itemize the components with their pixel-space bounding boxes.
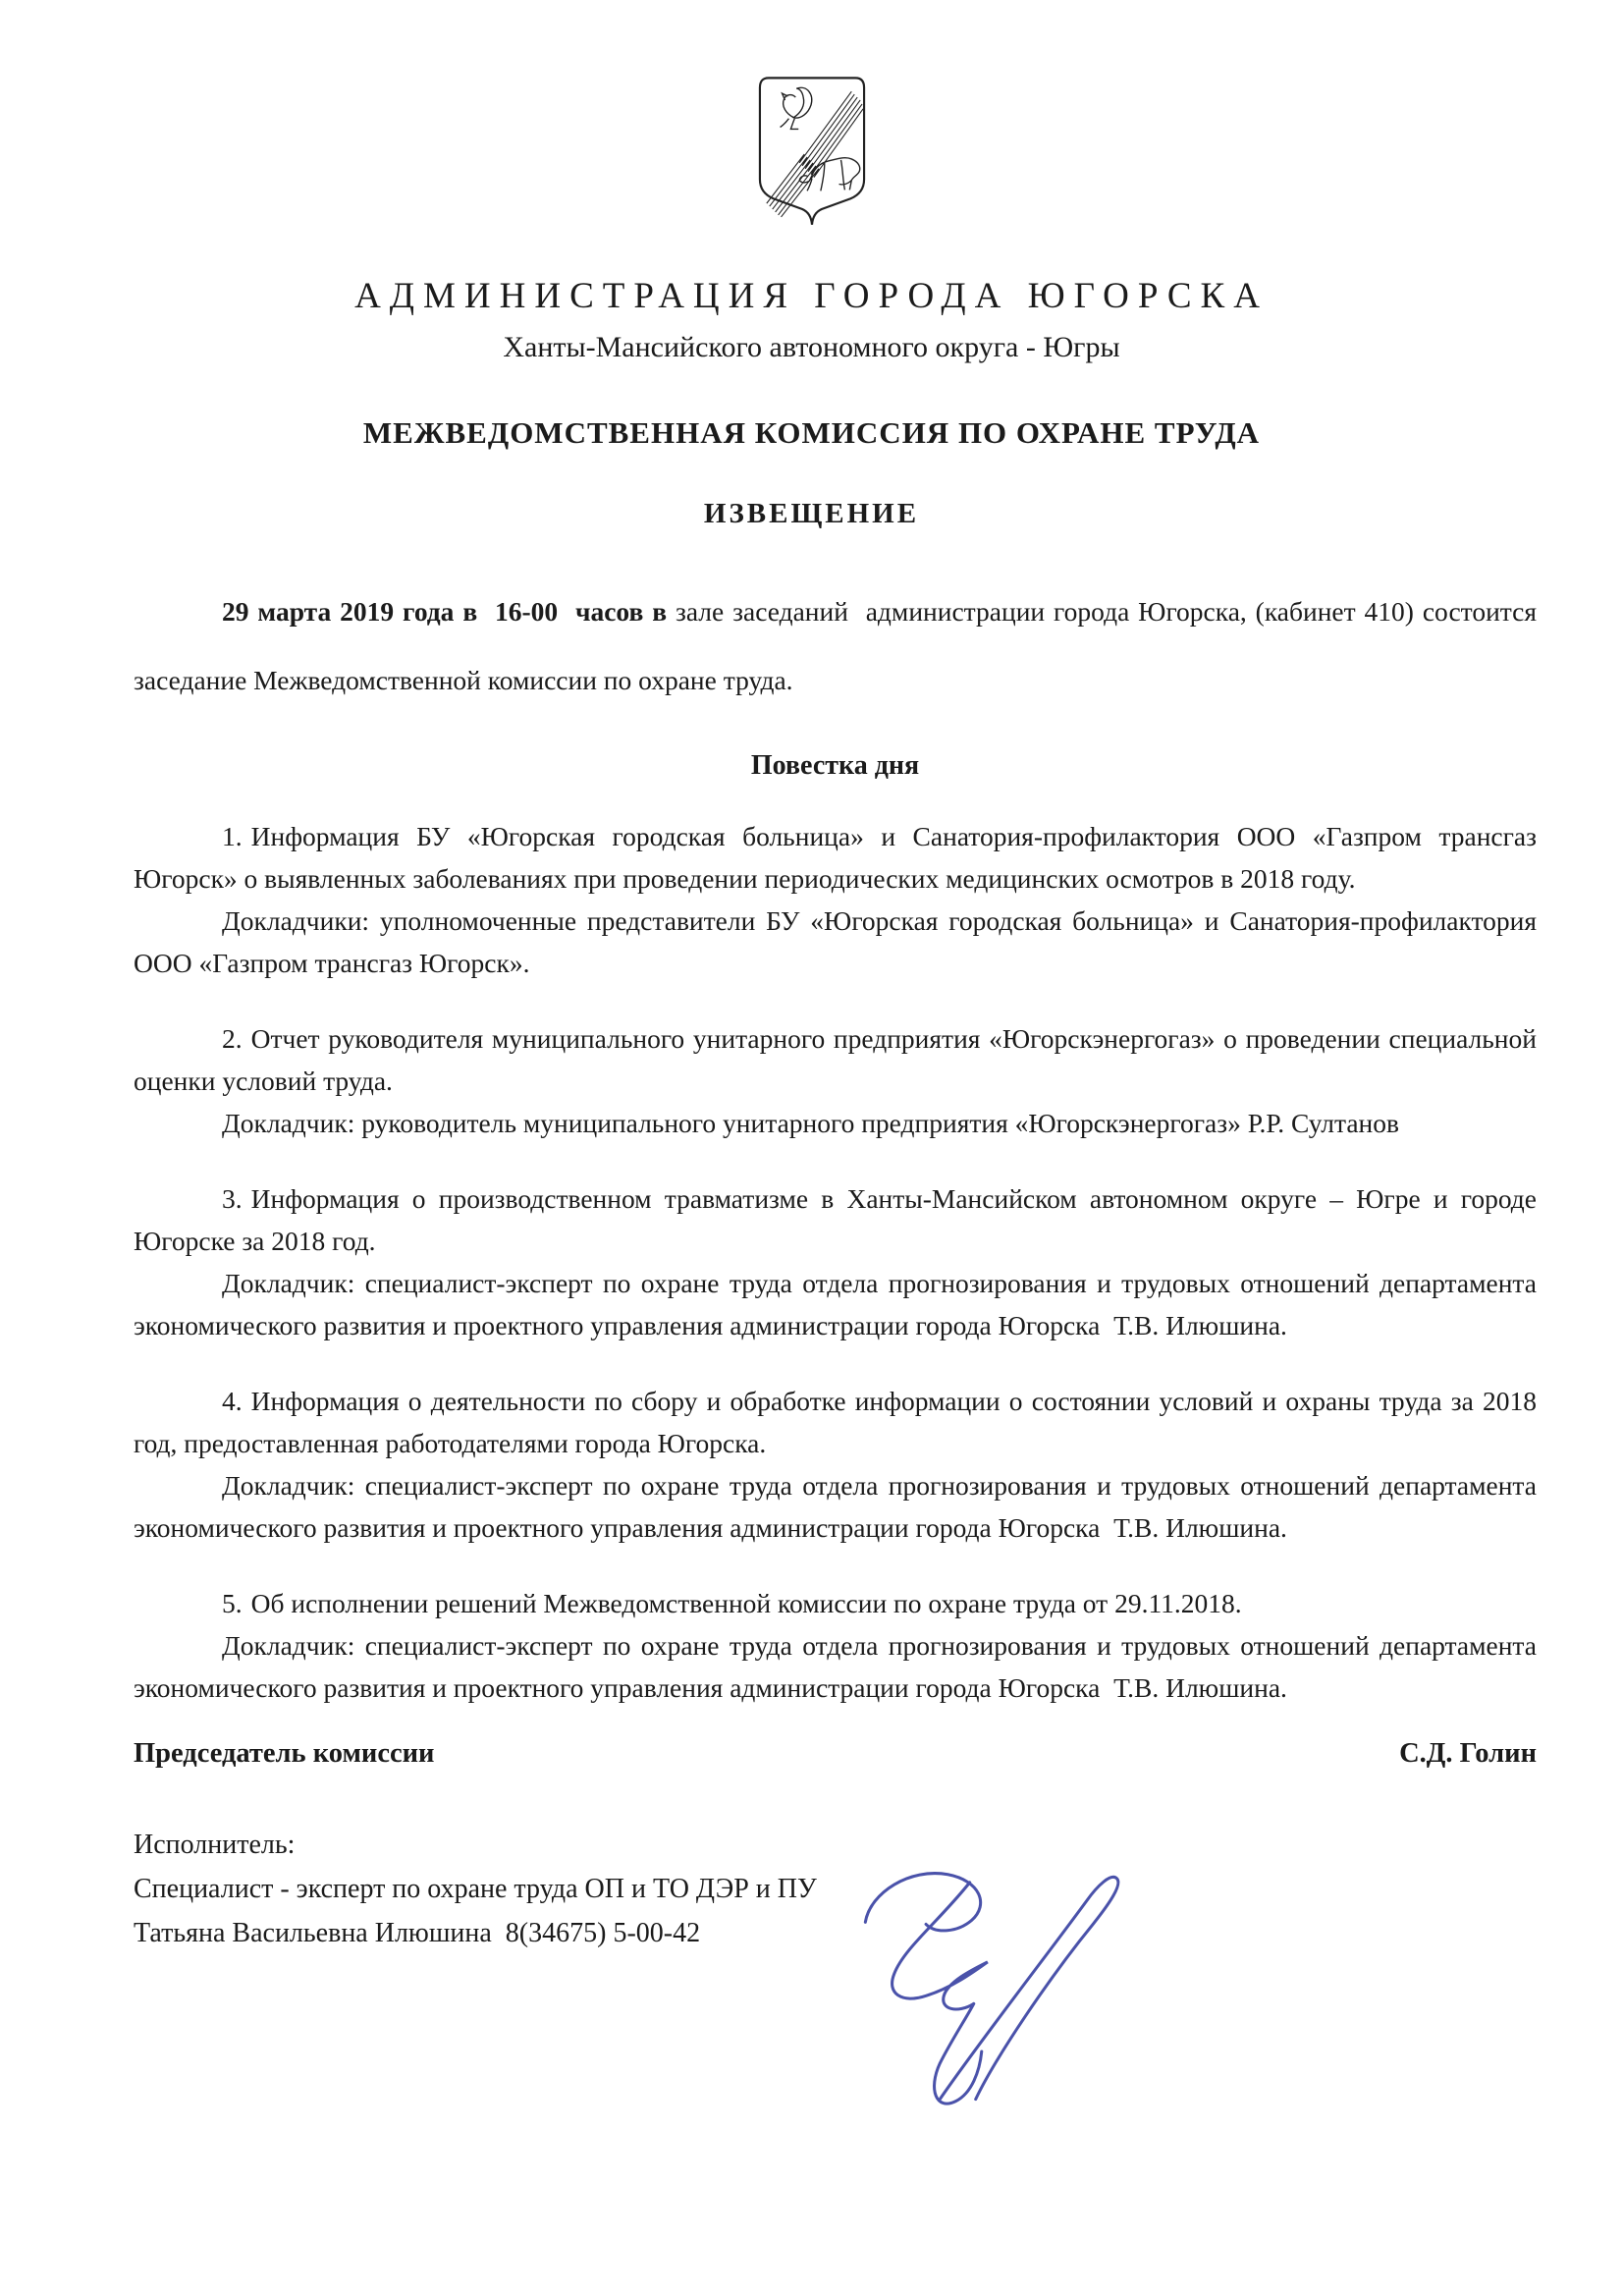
agenda-item-speaker: Докладчик: специалист-эксперт по охране труда отдела прогнозирования и трудовых отношений департамента экономического развития и проектного управления администрации города Югорска Т.В. Илюшина.	[134, 1470, 1537, 1543]
org-name: АДМИНИСТРАЦИЯ ГОРОДА ЮГОРСКА	[354, 276, 1269, 316]
agenda-item-number: 2.	[222, 1023, 243, 1054]
agenda-item-2	[134, 1017, 1537, 1144]
agenda-item-speaker: Докладчики: уполномоченные представители БУ «Югорская городская больница» и Санатория-профилактория ООО «Газпром трансгаз Югорск».	[134, 905, 1537, 978]
agenda-title: Повестка дня	[750, 750, 920, 781]
agenda-item-3	[134, 1177, 1537, 1346]
agenda-item-number: 3.	[222, 1183, 243, 1214]
agenda-item-text	[134, 1017, 1537, 1102]
agenda-item-body: Информация о деятельности по сбору и обработке информации о состоянии условий и охраны труда за 2018 год, предоставленная работодателями города Югорска.	[134, 1386, 1537, 1458]
diagonal-band	[766, 91, 862, 217]
agenda-item-text	[134, 1380, 1537, 1464]
agenda-item-text	[134, 815, 1537, 900]
intro-normal: зале заседаний администрации города Югорска, (кабинет 410) состоится заседание Межведомственной комиссии по охране труда.	[134, 596, 1538, 695]
agenda-item-number: 4.	[222, 1386, 243, 1416]
doc-type-title: ИЗВЕЩЕНИЕ	[703, 498, 920, 529]
intro-paragraph	[134, 577, 1537, 715]
agenda-item-1	[134, 815, 1537, 984]
agenda-item-text	[134, 1177, 1537, 1262]
agenda-item-text	[134, 1582, 1537, 1624]
chairman-name: С.Д. Голин	[1399, 1738, 1537, 1769]
agenda-item-body: Информация БУ «Югорская городская больница» и Санатория-профилактория ООО «Газпром трансгаз Югорск» о выявленных заболеваниях при проведении периодических медицинских осмотров в 2018 году.	[134, 821, 1537, 894]
agenda-item-5	[134, 1582, 1537, 1709]
intro-bold: 29 марта 2019 года в 16-00 часов в	[222, 596, 668, 627]
agenda-item-speaker: Докладчик: специалист-эксперт по охране труда отдела прогнозирования и трудовых отношений департамента экономического развития и проектного управления администрации города Югорска Т.В. Илюшина.	[134, 1630, 1537, 1703]
agenda-item-4	[134, 1380, 1537, 1549]
org-region: Ханты-Мансийского автономного округа - Югры	[503, 331, 1120, 363]
agenda-item-speaker: Докладчик: специалист-эксперт по охране труда отдела прогнозирования и трудовых отношений департамента экономического развития и проектного управления администрации города Югорска Т.В. Илюшина.	[134, 1268, 1537, 1340]
agenda-item-speaker: Докладчик: руководитель муниципального унитарного предприятия «Югорскэнергогаз» Р.Р. Султанов	[222, 1108, 1399, 1138]
commission-title: МЕЖВЕДОМСТВЕННАЯ КОМИССИЯ ПО ОХРАНЕ ТРУДА	[362, 415, 1261, 450]
executor-block	[0, 1823, 1623, 1955]
agenda-item-number: 1.	[222, 821, 243, 851]
executor-position: Специалист - эксперт по охране труда ОП и ТО ДЭР и ПУ	[134, 1874, 817, 1904]
executor-label: Исполнитель:	[134, 1830, 296, 1860]
agenda-item-body: Информация о производственном травматизме в Ханты-Мансийском автономном округе – Югре и городе Югорске за 2018 год.	[134, 1183, 1537, 1256]
agenda-item-number: 5.	[222, 1588, 243, 1618]
chairman-label: Председатель комиссии	[134, 1738, 435, 1769]
squirrel-figure	[780, 87, 811, 129]
signoff-row	[0, 1738, 1623, 1770]
executor-contact: Татьяна Васильевна Илюшина 8(34675) 5-00-42	[134, 1918, 701, 1948]
agenda-item-body: Об исполнении решений Межведомственной комиссии по охране труда от 29.11.2018.	[250, 1588, 1242, 1618]
coat-of-arms-icon	[756, 75, 868, 236]
document-body	[0, 577, 1623, 1709]
agenda-item-body: Отчет руководителя муниципального унитарного предприятия «Югорскэнергогаз» о проведении специальной оценки условий труда.	[134, 1023, 1537, 1096]
